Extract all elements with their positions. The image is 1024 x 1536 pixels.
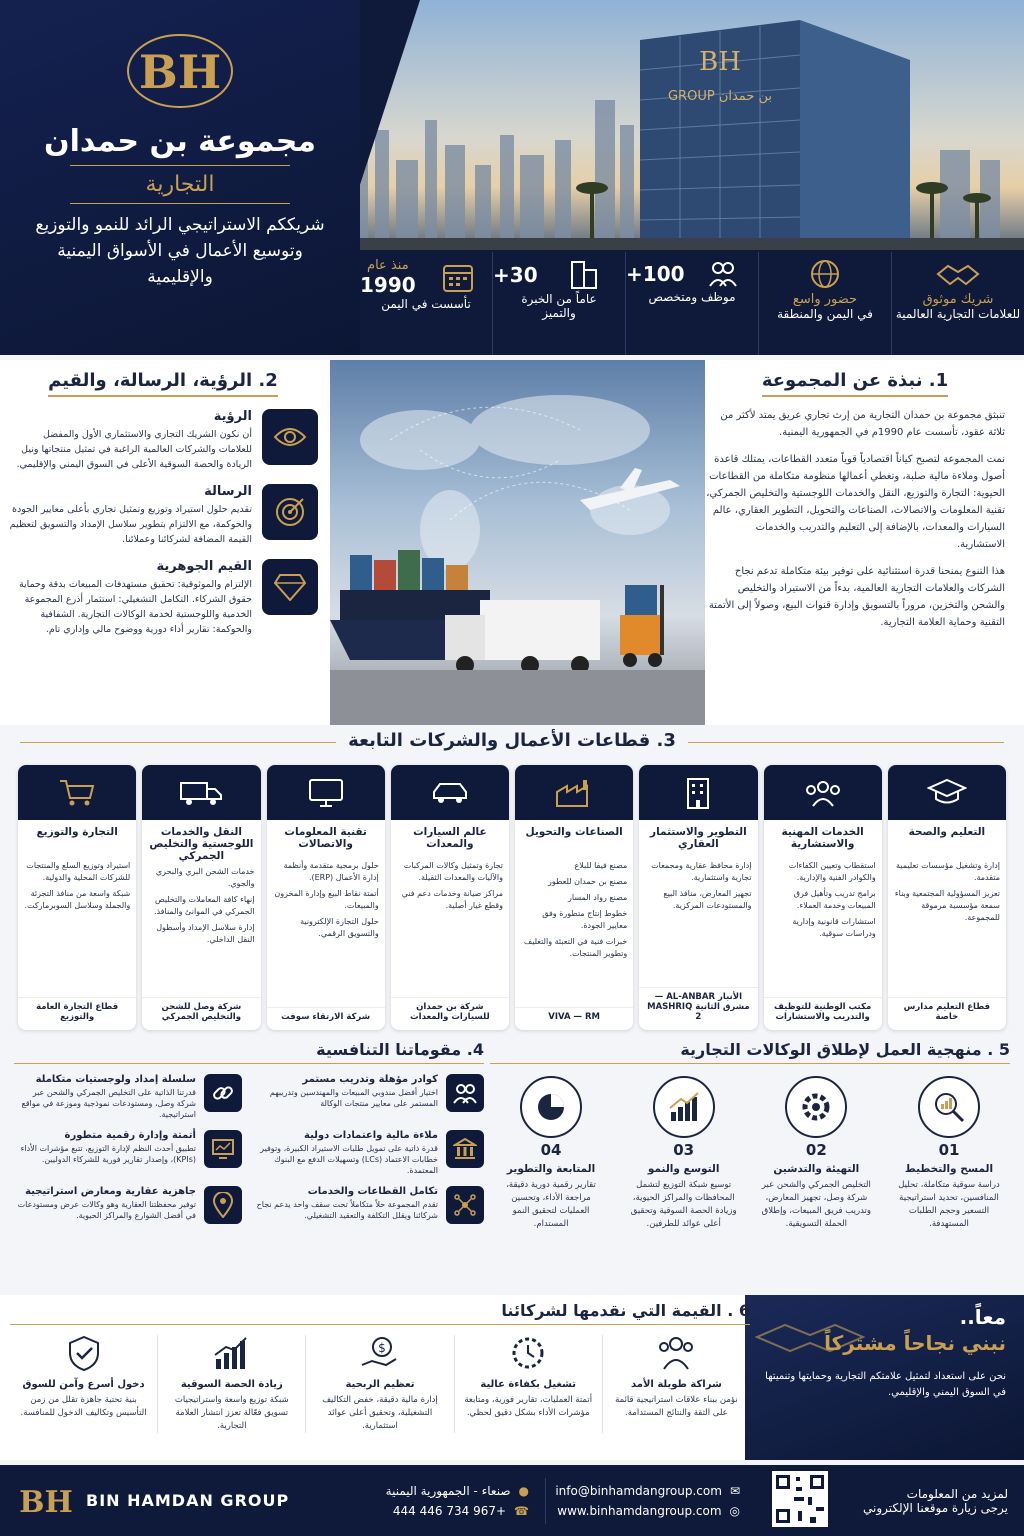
competitive-text: قدرتنا الذاتية على التخليص الجمركي والشحن عبر شركة وصل، ومستودعات نموذجية وموزعة في مواقع استراتيجية. xyxy=(21,1088,196,1119)
sector-bullet: استقطاب وتعيين الكفاءات والكوادر الفنية والإدارية. xyxy=(788,861,876,882)
sector-heading: الخدمات المهنية والاستشارية xyxy=(781,826,864,850)
step-number: 01 xyxy=(938,1141,960,1159)
footer-phone[interactable]: +967 734 446 444 xyxy=(392,1503,507,1518)
footer-brand xyxy=(0,1478,305,1524)
step-text: تقارير رقمية دورية دقيقة، مراجعة الأداء، وتحسين العمليات لتحقيق النمو المستدام. xyxy=(506,1180,596,1229)
handshake-icon xyxy=(755,1315,865,1355)
chart-screen-icon xyxy=(204,1130,242,1168)
value-section xyxy=(0,1295,1024,1460)
method-step xyxy=(629,1076,739,1231)
stats-bar xyxy=(360,252,1024,355)
svg-text:BH: BH xyxy=(138,45,222,99)
mission-heading: الرسالة xyxy=(204,484,252,499)
competitive-heading: ملاءة مالية واعتمادات دولية xyxy=(304,1130,438,1141)
stat-number: 100+ xyxy=(626,262,685,286)
sector-company: VIVA — RM xyxy=(515,1007,633,1030)
sector-heading: التعليم والصحة xyxy=(908,826,986,838)
value-item xyxy=(10,1335,157,1433)
people-icon xyxy=(446,1074,484,1112)
sector-company: قطاع التجارة العامة والتوزيع xyxy=(18,997,136,1030)
stat-line1: شريك موثوق xyxy=(922,292,994,307)
graduation-cap-icon xyxy=(927,778,967,808)
sector-bullet: إدارة سلاسل الإمداد وأسطول النقل الداخلي. xyxy=(156,923,255,944)
value-title: 6 . القيمة التي نقدمها لشركائنا xyxy=(10,1295,750,1325)
people-icon xyxy=(708,258,738,288)
sector-company: شركة الارتقاء سوفت xyxy=(267,1007,385,1030)
sector-bullet: مصنع رواد المسار xyxy=(568,893,628,902)
step-number: 03 xyxy=(673,1141,695,1159)
competitive-text: قدرة ذاتية على تمويل طلبات الاستيراد الكبيرة، وتوفير خطابات الاعتماد (LCs) وتسهيلات الدفع مع البنوك المعتمدة. xyxy=(260,1144,438,1175)
cta-text: نحن على استعداد لتمثيل علامتكم التجارية وحمايتها وتنميتها في السوق اليمني والإقليمي. xyxy=(765,1371,1006,1398)
sector-bullet: إدارة وتشغيل مؤسسات تعليمية متقدمة. xyxy=(896,861,1000,882)
vision-panel xyxy=(8,360,318,725)
sectors-title-text: 3. قطاعات الأعمال والشركات التابعة xyxy=(336,730,688,751)
stat-experience xyxy=(492,252,625,355)
value-heading: زيادة الحصة السوقية xyxy=(180,1379,283,1390)
value-text: إدارة مالية دقيقة، خفض التكاليف التشغيلية، وتحقيق أعلى عوائد استثمارية. xyxy=(322,1395,438,1431)
svg-text:$: $ xyxy=(378,1341,386,1355)
competitive-item xyxy=(14,1186,242,1224)
growth-icon xyxy=(667,1090,701,1124)
sector-bullet: مصنع فيفا للبلاع xyxy=(574,861,628,870)
sector-bullet: تجارة وتمثيل وكالات المركبات والآليات والمعدات الثقيلة. xyxy=(403,861,503,882)
competitive-text: تقدم المجموعة حلاً متكاملاً تحت سقف واحد يدعم نجاح شركائنا ويقلل التكلفة والتعقيد التشغيلي. xyxy=(256,1200,438,1220)
value-text: أتمتة العمليات، تقارير فورية، ومتابعة مؤشرات الأداء بشكل دقيق لحظي. xyxy=(464,1395,593,1418)
sector-cards xyxy=(18,765,1006,1030)
stat-trusted-partner xyxy=(891,252,1024,355)
value-items xyxy=(10,1335,750,1433)
target-icon xyxy=(262,484,318,540)
sector-heading: الصناعات والتحويل xyxy=(525,826,623,838)
sector-card-it xyxy=(267,765,385,1030)
step-text: التخليص الجمركي والشحن عبر شركة وصل، تجهيز المعارض، وتدريب فريق المبيعات، وإطلاق الحملة التسويقية. xyxy=(761,1180,872,1229)
method-step xyxy=(761,1076,871,1231)
sector-bullet: خبرات فنية في التعبئة والتغليف وتطوير المنتجات. xyxy=(523,937,628,958)
sector-card-logistics xyxy=(142,765,260,1030)
cart-icon xyxy=(58,778,96,808)
competitive-text: تطبيق أحدث النظم لإدارة التوزيع، تتبع مؤشرات الأداء (KPIs)، وإصدار تقارير فورية للشركاء الدوليين. xyxy=(20,1144,196,1164)
stat-line1: حضور واسع xyxy=(792,292,858,307)
car-icon xyxy=(431,780,469,806)
sector-bullet: مصنع بن حمدان للعطور xyxy=(548,877,628,886)
competitive-heading: سلسلة إمداد ولوجستيات متكاملة xyxy=(35,1074,196,1085)
bars-icon xyxy=(212,1335,252,1371)
step-heading: المتابعة والتطوير xyxy=(506,1163,596,1175)
sector-heading: تقنية المعلومات والاتصالات xyxy=(284,826,367,850)
sectors-title xyxy=(0,730,1024,751)
competitive-title: 4. مقوماتنا التنافسية xyxy=(14,1040,484,1064)
sector-bullet: برامج تدريب وتأهيل فرق المبيعات وخدمة العملاء. xyxy=(793,889,876,910)
sector-card-education xyxy=(888,765,1006,1030)
email-icon: ✉ xyxy=(729,1483,740,1498)
logistics-photo xyxy=(330,360,705,725)
stat-line1: منذ عام xyxy=(367,258,409,273)
competitive-heading: كوادر مؤهلة وتدريب مستمر xyxy=(302,1074,438,1085)
building-icon xyxy=(683,776,713,810)
stat-number: 1990 xyxy=(360,273,416,297)
sector-bullet: خدمات الشحن البري والبحري والجوي. xyxy=(155,867,255,888)
stat-presence xyxy=(758,252,891,355)
vision-heading: الرؤية xyxy=(213,409,252,424)
footer-more-line2: يرجى زيارة موقعنا الإلكتروني xyxy=(863,1500,1008,1515)
bank-icon xyxy=(446,1130,484,1168)
value-item xyxy=(157,1335,305,1433)
step-text: توسيع شبكة التوزيع لتشمل المحافظات والمراكز الحيوية، وزيادة الحصة السوقية وتحقيق أعلى عوائد للطرفين. xyxy=(630,1180,737,1229)
mission-text: تقديم حلول استيراد وتوزيع وتمثيل تجاري بأعلى معايير الجودة والحوكمة، مع الالتزام بتطوير سلاسل الإمداد والتسويق لتعظيم القيمة المضافة لشركائنا وعملائنا. xyxy=(9,504,252,545)
building-sign: بن حمدان GROUP xyxy=(667,89,773,104)
method-step xyxy=(496,1076,606,1231)
methodology-section xyxy=(490,1040,1010,1290)
hero-building-photo xyxy=(330,0,1024,250)
calendar-icon xyxy=(441,260,475,294)
competitive-section xyxy=(14,1040,484,1290)
about-vision-section xyxy=(0,360,1024,725)
divider xyxy=(70,203,290,204)
competitive-grid xyxy=(14,1074,484,1224)
about-title: 1. نبذة عن المجموعة xyxy=(762,370,948,397)
vision-item xyxy=(8,409,318,472)
value-text: شبكة توزيع واسعة واستراتيجيات تسويق فعّالة تعزز انتشار العلامة التجارية. xyxy=(174,1395,289,1431)
stat-line2: في اليمن والمنطقة xyxy=(777,307,873,321)
sector-company: شركة وصل للشحن والتخليص الجمركي xyxy=(142,997,260,1030)
sector-bullet: استشارات قانونية وإدارية ودراسات سوقية. xyxy=(792,917,876,938)
sector-bullet: استيراد وتوزيع السلع والمنتجات للشركات المحلية والدولية. xyxy=(26,861,131,882)
footer-more-line1: لمزيد من المعلومات xyxy=(906,1486,1008,1501)
value-heading: تشغيل بكفاءة عالية xyxy=(480,1379,576,1390)
factory-icon xyxy=(555,778,593,808)
sector-heading: النقل والخدمات اللوجستية والتخليص الجمركي xyxy=(149,826,254,862)
step-text: دراسة سوقية متكاملة، تحليل المنافسين، تحديد استراتيجية التسعير وحجم الطلبات المستهدفة. xyxy=(898,1180,1000,1229)
map-pin-icon xyxy=(204,1186,242,1224)
search-chart-icon xyxy=(932,1090,966,1124)
sector-bullet: مراكز صيانة وخدمات دعم فني وقطع غيار أصلية. xyxy=(401,889,503,910)
footer-contacts xyxy=(546,1478,756,1524)
sector-card-real-estate xyxy=(639,765,757,1030)
step-heading: التوسع والنمو xyxy=(647,1163,720,1175)
value-item xyxy=(305,1335,453,1433)
footer-location xyxy=(346,1478,546,1524)
value-heading: دخول أسرع وآمن للسوق xyxy=(22,1379,145,1390)
sector-company: قطاع التعليم مدارس خاصة xyxy=(888,997,1006,1030)
qr-code-icon xyxy=(772,1471,828,1527)
values-heading: القيم الجوهرية xyxy=(156,559,252,574)
stat-line2: تأسست في اليمن xyxy=(381,297,471,311)
footer xyxy=(0,1465,1024,1536)
eye-icon xyxy=(262,409,318,465)
stat-line2: والتميز xyxy=(542,306,576,320)
stat-founded xyxy=(360,252,492,355)
competitive-heading: أتمتة وإدارة رقمية متطورة xyxy=(64,1130,196,1141)
cta-panel xyxy=(745,1295,1024,1460)
footer-brand-name: BIN HAMDAN GROUP xyxy=(86,1491,290,1510)
sector-bullet: إدارة محافظ عقارية ومجمعات تجارية واستثمارية. xyxy=(651,861,752,882)
building-logo: BH xyxy=(699,47,741,77)
stat-number: 30+ xyxy=(493,263,538,287)
step-number: 02 xyxy=(805,1141,827,1159)
qr-code[interactable] xyxy=(756,1471,844,1530)
handshake-icon xyxy=(936,258,980,290)
group-name: مجموعة بن حمدان xyxy=(44,124,316,159)
map-pin-icon: ● xyxy=(518,1483,529,1498)
competitive-item xyxy=(14,1074,242,1120)
value-heading: تعظيم الربحية xyxy=(345,1379,415,1390)
footer-email[interactable]: info@binhamdangroup.com xyxy=(555,1483,722,1498)
competitive-item xyxy=(256,1074,484,1120)
sector-company: الأنبار AL-ANBAR — مشرق الثانية MASHRIQ 2 xyxy=(639,987,757,1030)
vision-title: 2. الرؤية، الرسالة، والقيم xyxy=(48,370,278,397)
value-text: نؤمن ببناء علاقات استراتيجية قائمة على الثقة والنتائج المستدامة. xyxy=(615,1395,738,1418)
stat-line2: للعلامات التجارية العالمية xyxy=(895,307,1021,321)
values-panel xyxy=(10,1295,750,1460)
methodology-title: 5 . منهجية العمل لإطلاق الوكالات التجارية xyxy=(490,1040,1010,1064)
sector-card-trade xyxy=(18,765,136,1030)
step-heading: التهيئة والتدشين xyxy=(773,1163,860,1175)
sector-company: شركة بن حمدان للسيارات والمعدات xyxy=(391,997,509,1030)
competitive-heading: تكامل القطاعات والخدمات xyxy=(307,1186,438,1197)
about-paragraph: تنبثق مجموعة بن حمدان التجارية من إرث تجاري عريق يمتد لأكثر من ثلاثة عقود، تأسست عام 1990م في الجمهورية اليمنية. xyxy=(720,410,1005,438)
competitive-item xyxy=(256,1186,484,1224)
gear-icon xyxy=(799,1090,833,1124)
sector-bullet: أتمتة نقاط البيع وإدارة المخزون والمبيعات. xyxy=(274,889,379,910)
vision-text: أن نكون الشريك التجاري والاستثماري الأول والمفضل للعلامات والشركات العالمية الراغبة في تمثيل منتجاتها ونيل الريادة والحصة السوقية الأعلى في السوق اليمني والإقليمي. xyxy=(16,429,252,470)
stat-line1: عاماً من الخبرة xyxy=(521,292,597,306)
sector-heading: عالم السيارات والمعدات xyxy=(413,826,487,850)
hero-header xyxy=(0,0,1024,355)
shield-check-icon xyxy=(64,1335,104,1371)
about-paragraph: نمت المجموعة لتصبح كياناً اقتصادياً قوياً متعدد القطاعات، يمتلك قاعدة أصول وملاءة مالية صلبة، وتغطي أعمالها منظومة متكاملة من القطاعات الحيوية: التجارة والتوزيع، النقل والخدمات اللوجستية والتخليص الجمركي، تقنية المعلومات والاتصالات، الصناعات والتحويل، التطوير العقاري، عالم السيارات والمعدات، بالإضافة إلى التعليم والتدريب والخدمات الاستشارية. xyxy=(706,454,1005,550)
monitor-icon xyxy=(308,778,344,808)
sector-heading: التجارة والتوزيع xyxy=(36,826,118,838)
chain-icon xyxy=(204,1074,242,1112)
sector-card-industry xyxy=(515,765,633,1030)
value-item xyxy=(602,1335,750,1433)
divider xyxy=(70,165,290,166)
sector-bullet: حلول برمجية متقدمة وأنظمة إدارة الأعمال (ERP). xyxy=(283,861,379,882)
stat-line1: موظف ومتخصص xyxy=(648,290,736,304)
network-icon xyxy=(446,1186,484,1224)
values-text: الإلتزام والموثوقية: تحقيق مستهدفات المبيعات بدقة وحماية حقوق الشركاء. التكامل التشغيلي: استثمار أذرع المجموعة الخدمية واللوجستية لخدمة الوكالات التجارية. الشفافية والحوكمة: تقارير أداء دورية ووضوح مالي وإداري تام. xyxy=(18,579,252,635)
team-icon xyxy=(803,778,843,808)
bh-logo xyxy=(16,1478,76,1524)
method-step xyxy=(894,1076,1004,1231)
competitive-item xyxy=(14,1130,242,1176)
competitive-text: توفير محفظتنا العقارية وهو وكالات عرض ومستودعات في أفضل الشوارع والمراكز الحيوية. xyxy=(17,1200,196,1220)
about-panel xyxy=(705,360,1015,725)
money-hand-icon xyxy=(360,1335,400,1371)
svg-text:BH: BH xyxy=(19,1484,73,1520)
sector-bullet: إنهاء كافة المعاملات والتخليص الجمركي في الموانئ والمنافذ. xyxy=(153,895,255,916)
tagline: شريككم الاستراتيجي الرائد للنمو والتوزيع وتوسيع الأعمال في الأسواق اليمنية والإقليمية xyxy=(35,215,325,287)
competitive-item xyxy=(256,1130,484,1176)
sector-card-automotive xyxy=(391,765,509,1030)
sector-company: مكتب الوطنية للتوظيف والتدريب والاستشارات xyxy=(764,997,882,1030)
sector-bullet: تجهيز المعارض، منافذ البيع والمستودعات المركزية. xyxy=(663,889,752,910)
phone-icon: ☎ xyxy=(514,1503,529,1518)
competitive-heading: جاهزية عقارية ومعارض استراتيجية xyxy=(25,1186,196,1197)
group-subtitle: التجارية xyxy=(145,172,215,197)
sector-bullet: شبكة واسعة من منافذ التجزئة والجملة وسلاسل السوبرماركت. xyxy=(24,889,131,910)
sector-card-consulting xyxy=(764,765,882,1030)
building-illustration xyxy=(330,0,1024,250)
value-heading: شراكة طويلة الأمد xyxy=(631,1379,722,1390)
buildings-icon xyxy=(569,258,599,290)
logistics-illustration xyxy=(330,360,705,725)
globe-icon: ◎ xyxy=(729,1503,740,1518)
competitive-text: اختيار أفضل مندوبي المبيعات والمهندسين وتدريبهم المستمر على معايير منتجات الوكالة xyxy=(269,1088,438,1108)
methodology-steps xyxy=(490,1076,1010,1231)
stat-employees xyxy=(625,252,758,355)
sector-bullet: خطوط إنتاج متطورة وفق معايير الجودة. xyxy=(542,909,628,930)
step-number: 04 xyxy=(540,1141,562,1159)
footer-address: صنعاء - الجمهورية اليمنية xyxy=(385,1483,511,1498)
pie-icon xyxy=(534,1090,568,1124)
sector-heading: التطوير والاستثمار العقاري xyxy=(650,826,747,850)
step-heading: المسح والتخطيط xyxy=(904,1163,994,1175)
sector-bullet: حلول التجارة الإلكترونية والتسويق الرقمي. xyxy=(300,917,379,938)
clock-gear-icon xyxy=(508,1335,548,1371)
footer-more-info xyxy=(844,1487,1024,1515)
mission-item xyxy=(8,484,318,547)
sector-bullet: تعزيز المسؤولية المجتمعية وبناء سمعة مؤسسية مرموقة للمجموعة. xyxy=(894,889,1000,922)
values-item xyxy=(8,559,318,637)
cta-line2: نبني نجاحاً مشتركاً xyxy=(824,1331,1006,1355)
cta-line1: معاً.. xyxy=(959,1305,1006,1329)
group-icon xyxy=(656,1335,696,1371)
about-paragraph: هذا التنوع يمنحنا قدرة استثنائية على توفير بيئة متكاملة تدعم نجاح الشركات والعلامات التجارية العالمية، بدءاً من الاستيراد والتخليص والشحن والتخزين، مروراً بالتسويق وإدارة قنوات البيع، وصولاً إلى الأتمتة التقنية وحماية العلامة التجارية. xyxy=(708,566,1005,628)
globe-icon xyxy=(809,258,841,290)
bh-logo xyxy=(120,26,240,116)
footer-website[interactable]: www.binhamdangroup.com xyxy=(557,1503,722,1518)
truck-icon xyxy=(179,779,223,807)
value-item xyxy=(454,1335,602,1433)
hero-brand-panel xyxy=(0,0,360,355)
diamond-icon xyxy=(262,559,318,615)
value-text: بنية تحتية جاهزة تقلل من زمن التأسيس وتكاليف الدخول للمنافسة. xyxy=(20,1395,147,1418)
